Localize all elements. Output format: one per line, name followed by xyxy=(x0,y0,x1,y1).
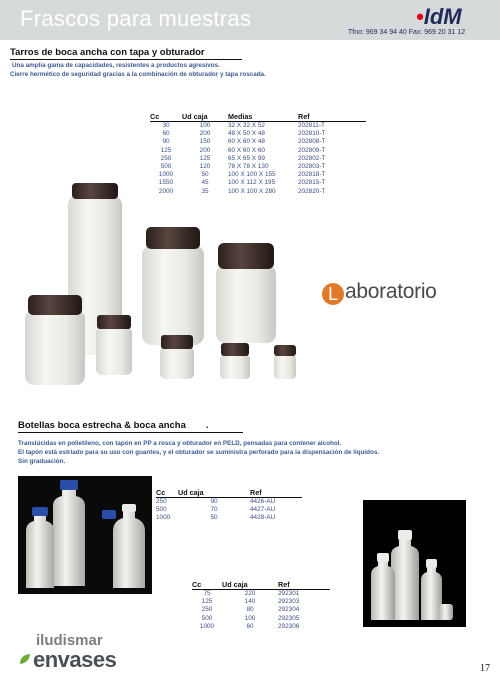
cell-medias: 48 X 50 X 48 xyxy=(228,130,265,138)
jar-90cc xyxy=(160,335,194,379)
cell-ud-caja: 220 xyxy=(244,590,256,597)
cell-medias: 60 X 60 X 48 xyxy=(228,138,265,146)
cell-cc: 30 xyxy=(162,122,170,129)
cell-ud-caja: 60 xyxy=(246,622,254,630)
cell-ud-caja: 70 xyxy=(210,506,218,514)
cell-cc: 500 xyxy=(160,163,172,171)
col-header-ud-caja: Ud caja xyxy=(222,580,278,590)
laboratorio-logo xyxy=(322,280,437,305)
cell-ud-caja: 150 xyxy=(199,138,211,146)
jar-125cc xyxy=(96,315,132,375)
section-title-text: Botellas boca estrecha & boca ancha xyxy=(18,420,186,431)
cell-cc: 500 xyxy=(201,614,213,622)
cell-ref: 202815-T xyxy=(298,179,326,187)
table-row xyxy=(150,130,366,138)
footer-brand-tagline: envases xyxy=(33,647,117,672)
jar-30cc xyxy=(274,345,296,379)
cell-ud-caja: 35 xyxy=(201,187,209,195)
cell-ud-caja: 120 xyxy=(199,163,211,171)
bottle-small xyxy=(421,559,442,620)
cell-ref: 4427-AU xyxy=(250,506,276,514)
bottles-spec-table-1 xyxy=(156,488,302,523)
table-row xyxy=(156,514,302,522)
bottle-cap-loose xyxy=(102,510,116,519)
table-header-row xyxy=(156,488,302,498)
wide-mouth-bottles-photo xyxy=(363,500,466,627)
cell-ref: 202820-T xyxy=(298,187,326,195)
leaf-icon xyxy=(18,652,32,666)
table-row xyxy=(192,623,330,631)
cell-medias: 32 X 32 X 52 xyxy=(228,122,265,129)
col-header-ref: Ref xyxy=(278,580,330,590)
logo-initial: L xyxy=(322,283,344,305)
cell-cc: 1000 xyxy=(158,171,174,179)
col-header-ud-caja: Ud caja xyxy=(178,488,250,498)
table-row xyxy=(150,155,366,163)
cell-ref: 202808-T xyxy=(298,138,326,146)
cell-ref: 202803-T xyxy=(298,163,326,171)
wide-mouth-jars-photo xyxy=(20,175,320,390)
cell-cc: 90 xyxy=(162,138,170,146)
cell-ud-caja: 100 xyxy=(199,122,211,129)
bottle-250cc xyxy=(113,504,145,588)
table-row xyxy=(192,598,330,606)
cell-ref: 292306 xyxy=(278,622,300,630)
section-desc-line: Una amplia gama de capacidades, resistentes a productos agresivos. xyxy=(12,62,220,69)
cell-ud-caja: 80 xyxy=(246,606,254,614)
cell-cc: 250 xyxy=(156,498,167,505)
cell-cc: 2000 xyxy=(158,187,174,195)
table-row xyxy=(156,498,302,507)
cell-cc: 250 xyxy=(160,154,172,162)
cell-ref: 292303 xyxy=(278,598,300,606)
brand-name: IdM xyxy=(423,4,462,29)
cell-cc: 250 xyxy=(201,606,213,614)
table-row xyxy=(150,163,366,171)
logo-dot-icon: • xyxy=(416,4,424,29)
cell-medias: 100 X 112 X 195 xyxy=(228,179,276,187)
section-desc-line: El tapón está estriado para su uso con guantes, y el obturador se suministra perforado para la dispensación de líquidos. xyxy=(18,449,380,456)
bottle-500cc xyxy=(26,507,54,588)
bottles-spec-table-2 xyxy=(192,580,330,631)
cell-ud-caja: 140 xyxy=(244,598,256,606)
bottles-illustration xyxy=(18,476,152,594)
cell-cc: 500 xyxy=(156,506,167,514)
cell-ud-caja: 125 xyxy=(199,154,211,162)
table-header-row xyxy=(192,580,330,590)
table-row xyxy=(150,138,366,146)
cell-ref: 292304 xyxy=(278,606,300,614)
table-row xyxy=(192,606,330,614)
cell-cc: 125 xyxy=(201,598,213,606)
cell-cc: 75 xyxy=(203,590,211,597)
cell-ref: 202811-T xyxy=(298,122,325,129)
cell-medias: 78 X 78 X 130 xyxy=(228,163,269,171)
cell-medias: 65 X 65 X 99 xyxy=(228,154,265,162)
jar-250cc xyxy=(25,295,85,385)
cell-cc: 60 xyxy=(162,130,170,138)
cell-ud-caja: 50 xyxy=(210,514,218,522)
section-desc-line: Translúcidas en polietileno, con tapón en PP a rosca y obturador en PELD, pensadas para contener alcohol. xyxy=(18,440,342,447)
bottle-large xyxy=(391,530,419,620)
table-header-row xyxy=(150,112,366,122)
section-title-bottles xyxy=(18,420,209,431)
contact-info: Tfno: 969 34 94 40 Fax: 969 20 31 12 xyxy=(348,29,466,36)
cell-ref: 202809-T xyxy=(298,146,326,154)
section-desc-line: Sin graduación. xyxy=(18,458,66,465)
page-number: 17 xyxy=(480,663,490,674)
bottle-tiny xyxy=(439,604,453,620)
idm-logo xyxy=(416,4,462,30)
col-header-cc: Cc xyxy=(156,488,178,498)
cell-cc: 1000 xyxy=(199,622,215,630)
col-header-ud-caja: Ud caja xyxy=(182,112,228,122)
cell-ref: 4426-AU xyxy=(250,498,276,505)
page-title: Frascos para muestras xyxy=(20,6,252,31)
col-header-medias: Medias xyxy=(228,112,298,122)
cell-cc: 125 xyxy=(160,146,172,154)
cell-ref: 202818-T xyxy=(298,171,326,179)
cell-cc: 1550 xyxy=(158,179,174,187)
cell-ud-caja: 200 xyxy=(199,146,211,154)
section-title-underline xyxy=(10,59,242,60)
col-header-cc: Cc xyxy=(150,112,182,122)
jar-60cc xyxy=(220,343,250,379)
footer-brand-name: iludismar xyxy=(36,632,103,649)
cell-medias: 100 X 100 X 155 xyxy=(228,171,276,179)
cell-ud-caja: 45 xyxy=(201,179,209,187)
bottles-illustration-right xyxy=(363,500,466,627)
jar-1000cc xyxy=(142,227,204,345)
cell-cc: 1000 xyxy=(156,514,171,522)
cell-ud-caja: 90 xyxy=(210,498,218,505)
table-row xyxy=(150,122,366,131)
cell-ud-caja: 100 xyxy=(244,614,256,622)
bottle-1000cc xyxy=(53,480,85,586)
logo-text: aboratorio xyxy=(345,280,437,303)
table-row xyxy=(150,147,366,155)
section-title-underline xyxy=(18,432,243,433)
col-header-cc: Cc xyxy=(192,580,222,590)
cell-ref: 202802-T xyxy=(298,154,326,162)
section-desc-line: Cierre hermético de seguridad gracias a la combinación de obturador y tapa roscada. xyxy=(10,71,266,78)
jar-500cc xyxy=(216,243,276,343)
col-header-ref: Ref xyxy=(250,488,302,498)
table-row xyxy=(192,590,330,599)
cell-ud-caja: 50 xyxy=(201,171,209,179)
cell-ud-caja: 200 xyxy=(199,130,211,138)
table-row xyxy=(156,506,302,514)
cell-medias: 60 X 60 X 60 xyxy=(228,146,265,154)
cell-medias: 100 X 100 X 280 xyxy=(228,187,276,195)
col-header-ref: Ref xyxy=(298,112,366,122)
cell-ref: 292301 xyxy=(278,590,300,597)
cell-ref: 292305 xyxy=(278,614,300,622)
table-row xyxy=(192,615,330,623)
cell-ref: 202810-T xyxy=(298,130,326,138)
section-title-suffix: . xyxy=(205,420,209,431)
cell-ref: 4428-AU xyxy=(250,514,276,522)
narrow-mouth-bottles-photo xyxy=(18,476,152,594)
section-title-jars: Tarros de boca ancha con tapa y obturador xyxy=(10,47,205,58)
